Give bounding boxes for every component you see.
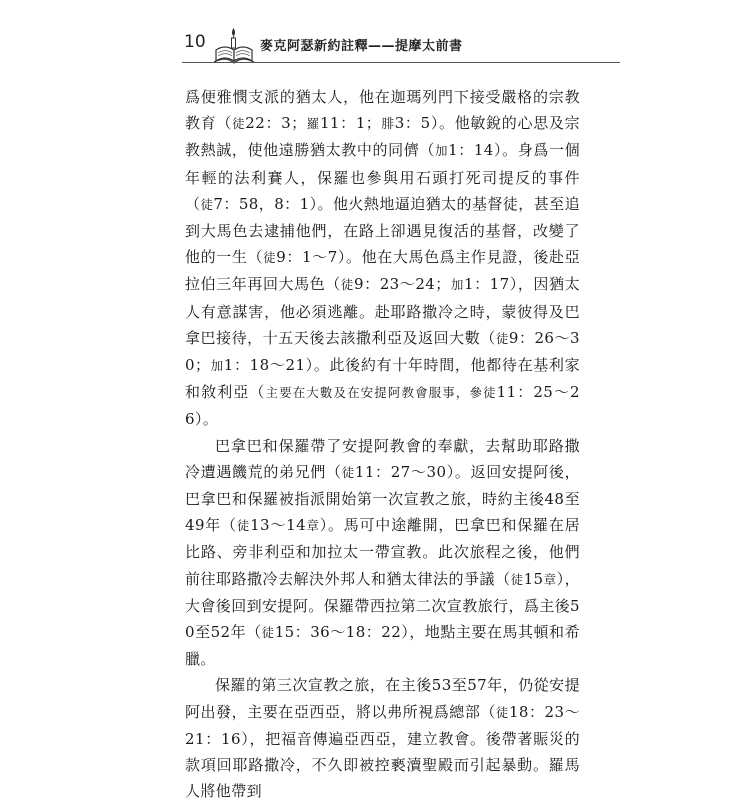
text-run: 3：5）。他敏銳的心思及宗教熱誠，使他遠勝猶太教中的同儕（ <box>185 114 580 160</box>
text-run: 18：23～21：16），把福音傳遍亞西亞，建立教會。後帶著賑災的款項回耶路撒冷，不久即被控褻瀆聖殿而引起暴動。羅馬人將他帶到 <box>185 702 580 801</box>
text-run: 1：18～21）。此後約有十年時間，他都待在基利家和敘利亞（ <box>185 356 580 402</box>
page-number: 10 <box>184 32 206 52</box>
text-run: ），大會後回到安提阿。保羅帶西拉第二次宣教旅行，爲主後50至52年（ <box>185 569 580 642</box>
scripture-ref-abbrev: 徒 <box>495 330 509 346</box>
text-run: 1：17），因猶太人有意謀害，他必須逃離。赴耶路撒冷之時，蒙彼得及巴拿巴接待，十五天後去該撒利亞及返回大數（ <box>185 275 580 347</box>
text-run: 11：27～30）。返回安提阿後，巴拿巴和保羅被指派開始第一次宣教之旅，時約主後48至49年（ <box>185 462 580 535</box>
scripture-ref-abbrev: 加 <box>450 277 464 293</box>
scripture-ref-abbrev: 徒 <box>341 464 355 480</box>
scripture-ref-abbrev: 徒 <box>232 116 246 132</box>
text-run: 7：58，8：1）。他火熱地逼迫猶太的基督徒，甚至追到大馬色去逮捕他們，在路上卻遇見復活的基督，改變了他的一生（ <box>185 194 581 267</box>
running-header <box>150 26 620 66</box>
text-run: 13～14 <box>250 516 307 535</box>
paragraph <box>185 672 580 804</box>
scripture-ref-abbrev: 徒 <box>495 704 509 720</box>
text-run: 9：23～24； <box>353 275 451 294</box>
scripture-ref-abbrev: 徒 <box>263 250 277 266</box>
paragraph <box>185 433 580 673</box>
body-text <box>185 84 580 804</box>
scripture-ref-abbrev: 徒 <box>236 518 251 534</box>
text-run: 巴拿巴和保羅帶了安提阿教會的奉獻，去幫助耶路撒冷遭遇饑荒的弟兄們（ <box>185 436 580 481</box>
scripture-ref-abbrev: 章 <box>543 571 557 587</box>
text-run: 9：26～30； <box>185 328 580 375</box>
text-run: ）。馬可中途離開，巴拿巴和保羅在居比路、旁非利亞和加拉太一帶宣教。此次旅程之後，他們前往耶路撒冷去解決外邦人和猶太律法的爭議（ <box>185 516 580 588</box>
text-run: 9：1～7）。他在大馬色爲主作見證，後赴亞拉伯三年再回大馬色（ <box>185 248 580 294</box>
scripture-ref-abbrev: 主要在大數及在安提阿教會服事，參徒 <box>265 385 497 401</box>
scripture-ref-abbrev: 加 <box>434 143 449 159</box>
scripture-ref-abbrev: 羅 <box>306 116 320 132</box>
scripture-ref-abbrev: 加 <box>210 358 224 374</box>
scripture-ref-abbrev: 腓 <box>381 116 395 132</box>
scripture-ref-abbrev: 徒 <box>200 196 214 212</box>
header-divider <box>182 62 620 63</box>
scripture-ref-abbrev: 徒 <box>340 277 354 293</box>
scripture-ref-abbrev: 徒 <box>261 625 275 641</box>
paragraph <box>185 84 580 433</box>
text-run: 11：25～26）。 <box>185 383 580 429</box>
text-run: 爲便雅憫支派的猶太人，他在迦瑪列門下接受嚴格的宗教教育（ <box>185 88 580 133</box>
open-book-with-candle-icon <box>212 26 256 64</box>
text-run: 11：1； <box>319 114 382 133</box>
text-run: 22：3； <box>245 114 307 133</box>
scripture-ref-abbrev: 章 <box>306 518 320 534</box>
text-run: 1：14）。身爲一個年輕的法利賽人，保羅也參與用石頭打死司提反的事件（ <box>185 141 580 213</box>
text-run: 15：36～18：22），地點主要在馬其頓和希臘。 <box>185 623 580 669</box>
scripture-ref-abbrev: 徒 <box>510 571 524 587</box>
text-run: 保羅的第三次宣教之旅，在主後53至57年，仍從安提阿出發，主要在亞西亞，將以弗所視爲總部（ <box>185 676 580 721</box>
text-run: 15 <box>523 569 544 588</box>
book-title: 麥克阿瑟新約註釋——提摩太前書 <box>260 39 463 54</box>
